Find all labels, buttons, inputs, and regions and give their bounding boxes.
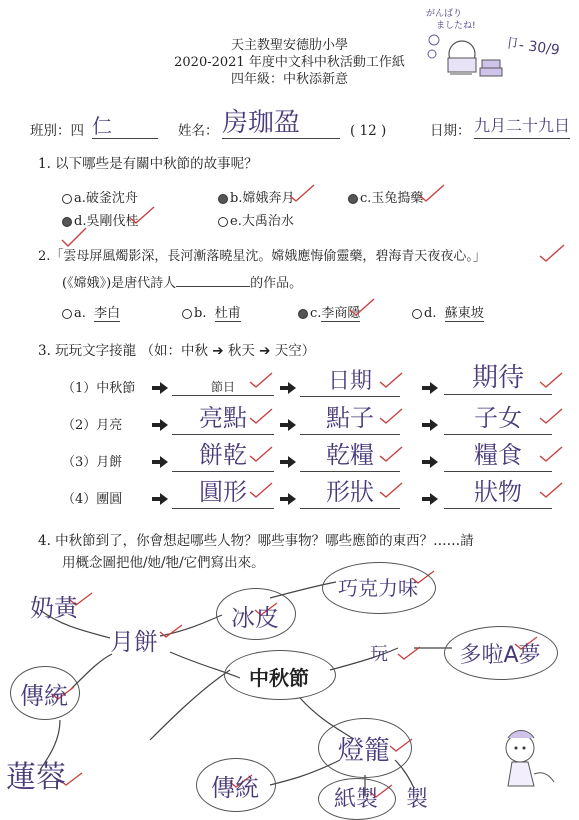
q2-option-b[interactable]: b. 杜甫: [182, 305, 241, 323]
chain-answer-1a[interactable]: 節日: [172, 378, 274, 396]
worksheet-subtitle: 四年級：中秋添新意: [230, 72, 348, 87]
concept-node-custard: 奶黃: [30, 594, 78, 622]
chain-answer-3a[interactable]: 餅乾: [172, 439, 274, 472]
teacher-mark: 卩- 30/9: [504, 35, 561, 59]
chain-row-label: （1）中秋節: [62, 381, 136, 396]
concept-node-toy: 玩: [370, 644, 388, 665]
chain-answer-2a[interactable]: 亮點: [172, 402, 274, 435]
concept-node-traditional-lantern: 傳統: [211, 774, 259, 802]
q3-question: 3. 玩玩文字接龍 （如：中秋 ➔ 秋天 ➔ 天空）: [38, 343, 316, 359]
chain-answer-1c[interactable]: 期待: [444, 362, 552, 395]
chain-row-label: （4）團圓: [62, 492, 123, 507]
chain-answer-2c[interactable]: 子女: [444, 402, 552, 435]
chain-answer-4a[interactable]: 圓形: [172, 476, 274, 509]
q2-poem-line: 2.「雲母屏風燭影深，長河漸落曉星沈。嫦娥應悔偷靈藥，碧海青天夜夜心。」: [38, 249, 486, 264]
q1-option-e[interactable]: e.大禹治水: [218, 213, 294, 231]
girl-doodle: [490, 720, 560, 800]
concept-node-snowskin: 冰皮: [231, 604, 279, 632]
grading-ticks: [0, 360, 579, 530]
chain-row-label: （3）月餅: [62, 455, 123, 470]
svg-text:がんばり: がんばり: [426, 9, 463, 19]
q1-question: 1. 以下哪些是有關中秋節的故事呢？: [38, 156, 258, 172]
q2-option-c[interactable]: c.李商隱: [298, 305, 360, 323]
concept-node-doraemon: 多啦A夢: [459, 643, 541, 668]
concept-node-traditional: 傳統: [20, 682, 68, 710]
worksheet-title: 2020-2021 年度中文科中秋活動工作紙: [174, 55, 405, 70]
chain-answer-2b[interactable]: 點子: [300, 402, 400, 435]
student-number: ( 12 ): [350, 123, 387, 139]
concept-node-chocolate: 巧克力味: [338, 576, 418, 600]
svg-text:ましたね!: ましたね!: [436, 21, 476, 31]
q4-question: 4. 中秋節到了，你會想起哪些人物？哪些事物？哪些應節的東西？……請: [38, 533, 474, 549]
school-name: 天主教聖安德肋小學: [230, 38, 348, 53]
grading-ticks-q1-q2: [0, 170, 579, 320]
chain-answer-4c[interactable]: 狀物: [444, 476, 552, 509]
q2-option-d[interactable]: d. 蘇東坡: [412, 305, 484, 323]
chain-answer-3b[interactable]: 乾糧: [300, 439, 400, 472]
chain-answer-4b[interactable]: 形狀: [300, 476, 400, 509]
class-label: 班別：四: [30, 123, 84, 139]
name-value: 房珈盈: [222, 108, 340, 139]
q4-question-cont: 用概念圖把他/她/牠/它們寫出來。: [62, 555, 265, 571]
concept-node-lotus: 蓮蓉: [6, 760, 66, 795]
name-label: 姓名：: [178, 123, 219, 139]
class-value: 仁: [92, 114, 158, 139]
concept-node-paper: 紙製: [333, 787, 378, 812]
q1-option-b[interactable]: b.嫦娥奔月: [218, 190, 294, 208]
concept-node-lantern: 燈籠: [337, 736, 390, 766]
date-label: 日期：: [430, 123, 471, 139]
chain-answer-1b[interactable]: 日期: [300, 368, 400, 397]
q2-question-line: (《嫦娥》)是唐代詩人 的作品。: [62, 272, 302, 293]
chain-row-label: （2）月亮: [62, 418, 123, 433]
q1-option-c[interactable]: c.玉兔搗藥: [348, 190, 423, 208]
kawaii-sticker: [420, 2, 510, 84]
q1-option-d[interactable]: d.吳剛伐桂: [62, 213, 138, 231]
chain-answer-3c[interactable]: 糧食: [444, 439, 552, 472]
concept-node-make: 製: [406, 787, 429, 812]
q2-option-a[interactable]: a. 李白: [62, 305, 120, 323]
q1-option-a[interactable]: a.破釜沈舟: [62, 190, 138, 208]
concept-node-mooncake: 月餅: [110, 628, 158, 656]
date-value: 九月二十九日: [474, 114, 570, 139]
concept-center: 中秋節: [249, 666, 309, 690]
